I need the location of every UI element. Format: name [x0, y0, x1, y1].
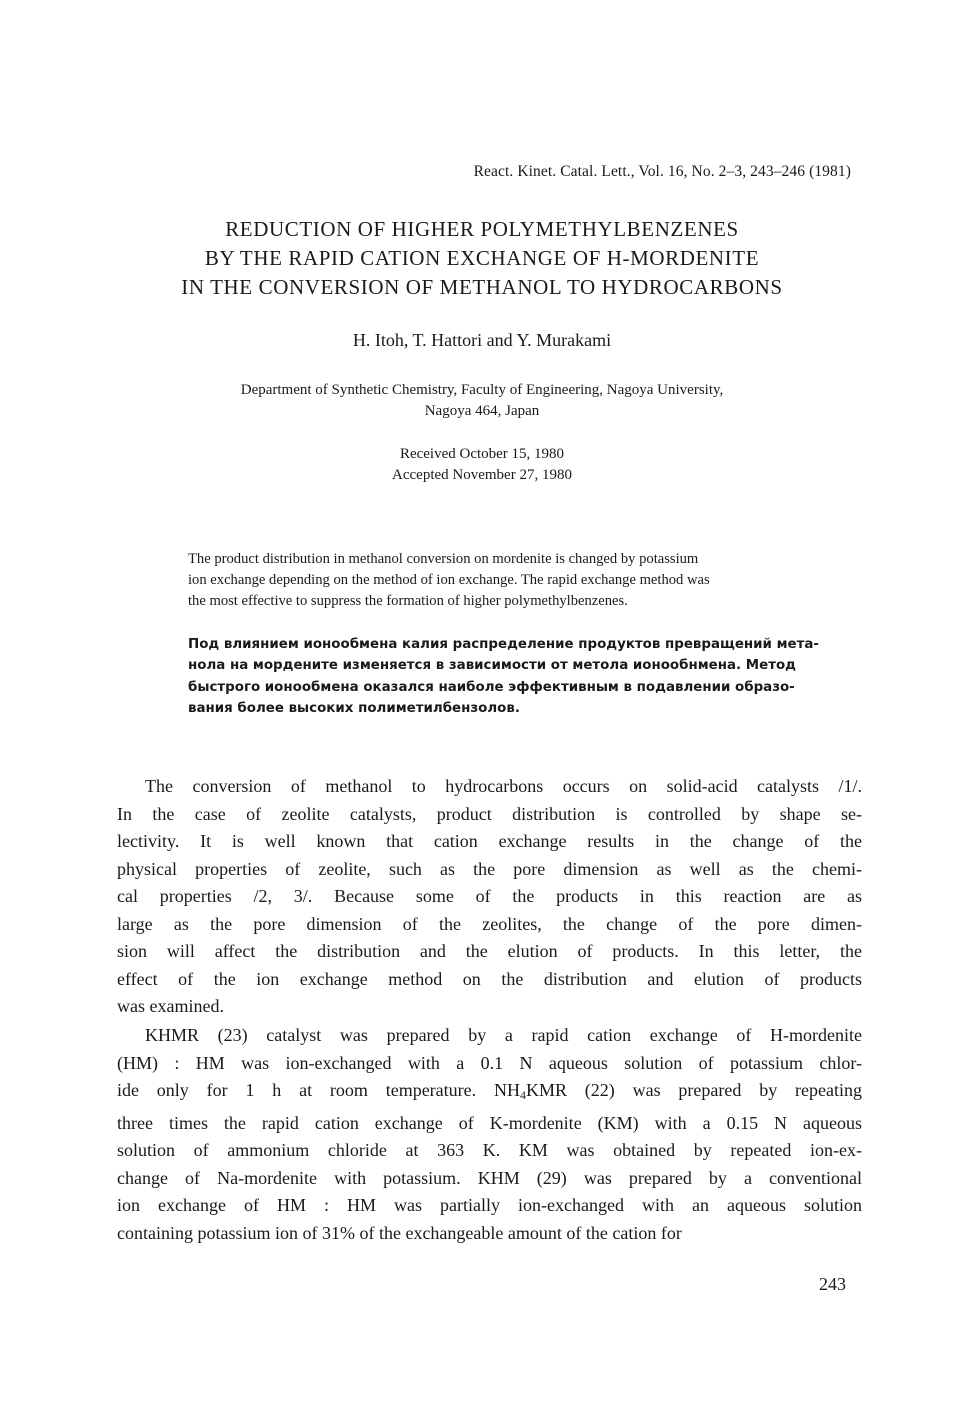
subscript: 4	[519, 1088, 526, 1102]
affiliation-line: Nagoya 464, Japan	[424, 403, 540, 419]
body-line: three times the rapid cation exchange of K-mordenite (KM) with a 0.15 N aqueous	[117, 1112, 862, 1133]
body-line: ion exchange of HM : HM was partially ion-exchanged with an aqueous solution	[117, 1195, 862, 1215]
body-line: large as the pore dimension of the zeolites, the change of the pore dimen-	[117, 913, 862, 934]
abstract-line: быстрого ионообмена оказался наиболе эффективным в подавлении образо-	[188, 679, 795, 695]
abstract-line: The product distribution in methanol conversion on mordenite is changed by potassium	[188, 551, 699, 567]
affiliation	[100, 380, 864, 422]
body-line: (HM) : HM was ion-exchanged with a 0.1 N aqueous solution of potassium chlor-	[117, 1052, 862, 1073]
body-line: containing potassium ion of 31% of the exchangeable amount of the cation for	[117, 1222, 682, 1243]
author-list: H. Itoh, T. Hattori and Y. Murakami	[352, 330, 612, 350]
body-paragraph-2	[117, 1022, 862, 1247]
body-line: effect of the ion exchange method on the distribution and elution of products	[117, 968, 862, 989]
body-line: The conversion of methanol to hydrocarbons occurs on solid-acid catalysts /1/.	[145, 776, 862, 796]
body-line: solution of ammonium chloride at 363 K. KM was obtained by repeated ion-ex-	[117, 1140, 862, 1160]
body-line: change of Na-mordenite with potassium. KHM (29) was prepared by a conventional	[117, 1167, 862, 1188]
text-segment: KMR (22) was prepared by repeating	[525, 1080, 862, 1100]
accepted-date: Accepted November 27, 1980	[392, 467, 572, 483]
title-line: REDUCTION OF HIGHER POLYMETHYLBENZENES	[225, 217, 739, 241]
body-line	[117, 1077, 862, 1110]
title-line: IN THE CONVERSION OF METHANOL TO HYDROCARBONS	[181, 275, 783, 299]
abstract-line: вания более высоких полиметилбензолов.	[188, 700, 520, 716]
abstract-english	[188, 549, 860, 612]
abstract-russian	[188, 634, 860, 719]
page-number: 243	[819, 1274, 846, 1294]
abstract-line: нола на мордените изменяется в зависимости от метола ионообнмена. Метод	[188, 658, 796, 674]
body-line: lectivity. It is well known that cation exchange results in the change of the	[117, 831, 862, 851]
body-paragraph-1	[117, 773, 862, 1021]
received-date: Received October 15, 1980	[399, 446, 565, 462]
paper-title	[100, 215, 864, 302]
submission-dates	[100, 444, 864, 486]
abstract-line: the most effective to suppress the formation of higher polymethylbenzenes.	[188, 593, 628, 609]
affiliation-line: Department of Synthetic Chemistry, Faculty of Engineering, Nagoya University,	[240, 382, 724, 398]
body-line: In the case of zeolite catalysts, product distribution is controlled by shape se-	[117, 803, 862, 824]
body-line: KHMR (23) catalyst was prepared by a rapid cation exchange of H-mordenite	[145, 1025, 862, 1045]
body-line: was examined.	[117, 996, 224, 1016]
title-line: BY THE RAPID CATION EXCHANGE OF H-MORDENITE	[204, 246, 760, 270]
body-line: physical properties of zeolite, such as the pore dimension as well as the chemi-	[117, 858, 862, 879]
body-line: cal properties /2, 3/. Because some of the products in this reaction are as	[117, 886, 862, 906]
abstract-line: Под влиянием ионообмена калия распределение продуктов превращений мета-	[188, 637, 819, 652]
abstract-line: ion exchange depending on the method of ion exchange. The rapid exchange method was	[188, 572, 710, 588]
body-line: sion will affect the distribution and the elution of products. In this letter, the	[117, 941, 862, 961]
journal-reference: React. Kinet. Catal. Lett., Vol. 16, No. 2–3, 243–246 (1981)	[473, 163, 851, 180]
text-segment: ide only for 1 h at room temperature. NH	[117, 1080, 520, 1100]
